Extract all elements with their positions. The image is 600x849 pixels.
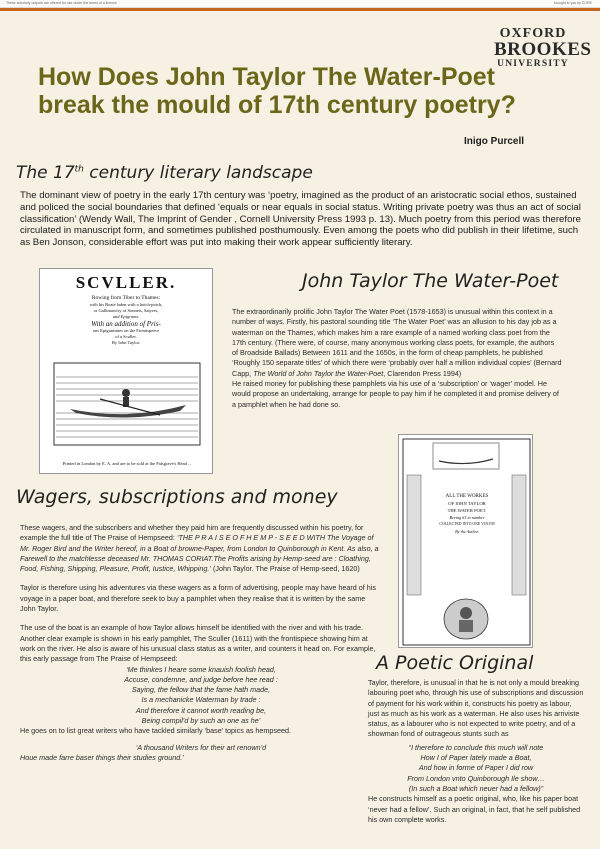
wagers-text: These wagers, and the subscribers and whether they paid him are frequently discussed within his poetry, for example the full title of The Praise of Hempseed: ‘THE P R A I S E O F H E M P - S E E D WITH The Voyage of Mr. Roger Bird and the Writer hereof, in a Boat of browne-Paper, from London to Quinborough in Kent. As also, a Farewell to the matchlesse deceased Mr. THOMAS CORIAT.The Profits arising by Hemp-seed are : Cloathing, Food, Fishing, Shipping, Pleasure, Profit, Iustice, Whipping.’ (John Taylor. The Praise of Hemp-seed, 1620) Taylor is therefore using his adventures via these wagers as a form of advertising, people may have heard of his voyage in a paper boat, and therefore seek to buy a pamphlet when they realise that it is written by the same John Taylor. The use of the boat is an example of how Taylor allows himself be identified with the river and with his trade. Another clear example is shown in his early pamphlet, The Sculler (1611) with the frontispiece showing him at work on the river. He also is aware of his unusual class status as a writer, and counters it head on. For example, this early passage from The Praise of Hempseed: ‘Me thinkes I heare some knauish foolish head, Accuse, condemne, and judge before hee read : Saying, the fellow that the fame hath made, Is a mechanicke Waterman by trade : And therefore it cannot worth reading be, Being compil’d by such an one as he’ He goes on to list great writers who have tackled similarly ‘base’ topics as hempseed. ‘A thousand Writers for their art renown’d Houe made farre baser things their studies ground.’ <box>20 523 382 763</box>
works-line: By the Author. <box>455 529 479 534</box>
water-poet-text: The extraordinarily prolific John Taylor The Water Poet (1578-1653) is unusual within this context in a number of ways. Firstly, his pastoral sounding title ‘The Water Poet’ was an allusion to his day job as a waterman on the Thames, which makes him a rare example of a named working class poet from the 17th century. (There were, of course, many anonymous working class poets, for example, the authors of Broadside Ballads) Between 1611 and the 1650s, in the form of cheap pamphlets, he published ‘Roughly 150 separate titles’ of which there were ‘probably over half a million individual copies’ (Bernard Capp, The World of John Taylor the Water-Poet, Clarendon Press 1994) He raised money for publishing these pamphlets via his use of a ‘subscription’ or ‘wager’ model. He would propose an undertaking, arrange for people to pay him if he completed it and promise delivery of a pamphlet when he had done so. <box>232 307 562 409</box>
quote-line: And therefore it cannot worth reading be, <box>135 705 267 715</box>
section-heading-landscape: The 17th century literary landscape <box>16 163 313 183</box>
sculler-line: Rowing from Tiber to Thames: <box>91 295 161 301</box>
intro-paragraph: The dominant view of poetry in the early 17th century was ‘poetry, imagined as the product of an aristocratic social ethos, sustained and policed the social boundaries that defined ‘equals or near equals in social status. Writing private poetry was thus an act of social classification’ (Wendy Wall, The Imprint of Gender , Cornell University Press 1993 p. 13). Much poetry from this period was therefore circulated in manuscript form, and sometimes published posthumously. Even among the poets who did publish in their lifetime, such as Ben Jonson, considerable effort was put into making their work appear sufficiently literary. <box>20 190 581 249</box>
boat-woodcut-illustration <box>40 357 213 457</box>
works-title-page-image <box>398 434 533 648</box>
poetic-original-text: Taylor, therefore, is unusual in that he is not only a mould breaking labouring poet who, through his use of subscriptions and discussion of payment for his work within it, constructs his poetry as labour, just as much as his work as a waterman. He also uses his arriviste status, as a labourer who is not expected to write poetry, and of a showman fond of outrageous stunts such as “I therefore to conclude this much will note How I of Paper lately made a Boat, And how in forme of Paper I did row From London vnto Quinborough Ile show… (In such a Boat which neuer had a fellow)” He constructs himself as a poetic original, who, like his paper boat ‘never had a fellow’. Such an original, in fact, that he self published his own complete works. <box>368 678 584 824</box>
sculler-frontispiece-image <box>39 268 213 474</box>
quote-line: Saying, the fellow that the fame hath made, <box>131 685 271 695</box>
sculler-title: SCVLLER. <box>75 273 177 292</box>
quote-line: Accuse, condemne, and judge before hee read : <box>124 674 278 684</box>
author-name: Inigo Purcell <box>464 136 525 147</box>
core-note[interactable]: brought to you by CORE <box>553 1 592 5</box>
quote-line: From London vnto Quinborough Ile show… <box>407 773 545 783</box>
ornamental-title-page <box>399 435 533 648</box>
sculler-line: and Epigrams. <box>112 314 140 319</box>
section-heading-water-poet: John Taylor The Water-Poet <box>302 270 559 292</box>
section-heading-poetic-original: A Poetic Original <box>376 652 534 674</box>
works-line: OF IOHN TAYLOR <box>448 501 486 506</box>
viewer-header <box>0 0 600 8</box>
quote-line: “I therefore to conclude this much will note <box>408 742 544 752</box>
sculler-line: or Gallimawfry of Sonnets, Satyres, <box>93 308 159 313</box>
accent-bar <box>0 8 600 11</box>
oxford-brookes-logo: OXFORD BROOKES UNIVERSITY <box>494 26 592 69</box>
quote-line: And how in forme of Paper I did row <box>418 763 534 773</box>
quote-line: How I of Paper lately made a Boat, <box>420 753 532 763</box>
sculler-line: with his Boate laden with a hotch-potch, <box>89 302 163 307</box>
sculler-line: With an addition of Pris- <box>91 320 161 328</box>
sculler-line: By Iohn Taylor. <box>111 340 141 345</box>
poster-title: How Does John Taylor The Water-Poet break the mould of 17th century poetry? <box>38 63 516 119</box>
quote-line: Being compil’d by such an one as he’ <box>141 716 261 726</box>
sculler-line: ons Epigrammes on the Frontispeece <box>92 328 160 333</box>
works-line: ALL THE WORKES <box>445 494 489 499</box>
quote-line: ‘Me thinkes I heare some knauish foolish head, <box>126 664 276 674</box>
sculler-footer: Printed in London by E. A. and are to be sold at the Palsgrave's Head ... <box>62 461 192 466</box>
sculler-line: of a Sculler. <box>115 334 137 339</box>
quote-line: ‘A thousand Writers for their art renown’d <box>135 742 267 752</box>
quote-line: (In such a Boat which neuer had a fellow)” <box>408 783 544 793</box>
section-heading-wagers: Wagers, subscriptions and money <box>16 486 338 508</box>
quote-line: Houe made farre baser things their studies ground.’ <box>20 752 184 762</box>
works-line: THE WATER POET. <box>447 508 487 513</box>
quote-line: Is a mechanicke Waterman by trade : <box>141 695 261 705</box>
works-line: Beeing 63 in number <box>449 515 485 520</box>
licence-note: These scholarly outputs are offered for use under the terms of a licence <box>6 1 117 5</box>
works-line: COLLECTED INTO ONE VOLVM <box>439 522 495 526</box>
